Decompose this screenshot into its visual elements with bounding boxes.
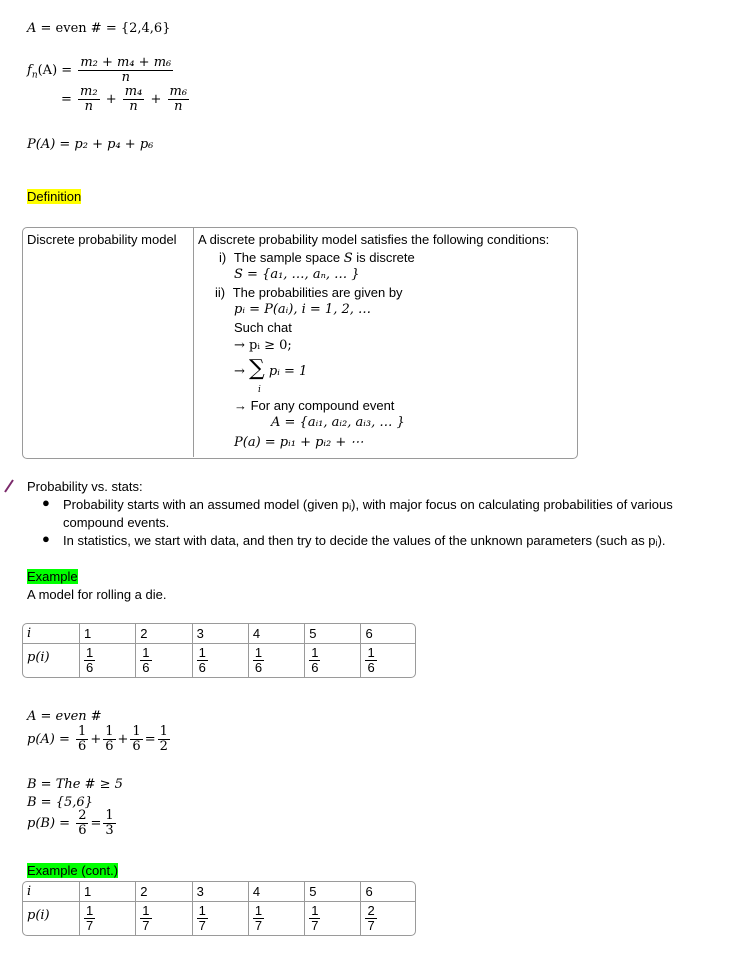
- cond-c3-math2: P(a) = pᵢ₁ + pᵢ₂ + ⋯: [234, 435, 364, 450]
- frac-den: 7: [367, 918, 375, 933]
- fn-t3-den: n: [174, 99, 183, 114]
- frac-num: 1: [86, 903, 94, 918]
- frac-den: 6: [142, 660, 150, 675]
- table-cell: [136, 644, 192, 677]
- fn-plus-1: +: [105, 92, 117, 107]
- fn-subscript: n: [31, 70, 38, 81]
- table-cell: [80, 644, 136, 677]
- table-row-i: [23, 882, 415, 902]
- table-cell: i: [23, 624, 80, 644]
- cond-i-label: i): [219, 250, 227, 265]
- frac-num: 1: [78, 724, 87, 739]
- b-l2: B = {5,6}: [27, 795, 93, 810]
- frac-num: 1: [311, 645, 319, 660]
- table-cell: [193, 902, 249, 935]
- frac-num: 1: [142, 645, 150, 660]
- table-cell: 3: [193, 624, 249, 644]
- frac-den: 6: [254, 660, 263, 675]
- even-lhs: p(A) =: [27, 732, 70, 747]
- frac-den: 7: [254, 918, 263, 933]
- definition-intro: A discrete probability model satisfies the following conditions:: [198, 232, 550, 247]
- frac-den: 7: [142, 918, 150, 933]
- eq-a-rhs: = even # = {2,4,6}: [40, 21, 171, 36]
- definition-label-text: Definition: [27, 189, 82, 204]
- table-cell: [249, 644, 305, 677]
- even-l2: [27, 725, 172, 754]
- fn-t2-num: m₄: [124, 84, 143, 99]
- eq-a-even: [27, 21, 170, 36]
- frac-num: 1: [254, 645, 263, 660]
- b-lhs: p(B) =: [27, 816, 71, 831]
- table-row-p: [23, 902, 415, 935]
- table-cell: [361, 644, 415, 677]
- bullet-1: ●: [42, 495, 50, 510]
- frac-den: 6: [132, 739, 141, 754]
- b-l1: B = The # ≥ 5: [27, 777, 123, 792]
- such-chat: Such chat: [234, 320, 292, 335]
- frac-den: 6: [367, 660, 375, 675]
- cond-c3: → For any compound event: [234, 398, 395, 413]
- table-cell: [136, 902, 192, 935]
- fn-fraction: [78, 56, 173, 85]
- sum-symbol: ∑: [249, 356, 265, 381]
- eq-a-lhs: A: [27, 21, 37, 36]
- fn-t1-num: m₂: [80, 84, 98, 99]
- fn-t1-den: n: [84, 99, 93, 114]
- frac-den: 2: [159, 739, 168, 754]
- cond-i-text2: is discrete: [356, 250, 415, 265]
- table-cell: 4: [249, 624, 305, 644]
- fn-t3-num: m₆: [169, 84, 188, 99]
- fn-plus-2: +: [150, 92, 162, 107]
- cond-c1: → pᵢ ≥ 0;: [234, 338, 292, 353]
- op-plus: +: [90, 732, 102, 747]
- table-cell: 5: [305, 882, 361, 902]
- definition-box-divider: [193, 228, 194, 457]
- table-cell: [193, 644, 249, 677]
- frac-den: 7: [198, 918, 206, 933]
- definition-term: Discrete probability model: [27, 232, 177, 247]
- table-cell: 1: [80, 882, 136, 902]
- sum-subscript: i: [258, 385, 261, 395]
- frac-num: 1: [105, 808, 114, 823]
- even-l1: A = even #: [27, 709, 102, 724]
- eq-fn-line2: [61, 85, 191, 114]
- fn-symbol: f: [27, 63, 32, 78]
- op-eq: =: [144, 732, 156, 747]
- frac-den: 7: [86, 918, 94, 933]
- cond-c2: [234, 356, 308, 381]
- fn-numerator: m₂ + m₄ + m₆: [80, 55, 172, 70]
- example-text: A model for rolling a die.: [27, 587, 167, 602]
- frac-num: 1: [198, 903, 206, 918]
- table-row-p: [23, 644, 415, 677]
- table-cell: [305, 902, 361, 935]
- cond-i: [219, 250, 415, 266]
- cond-i-var: S: [343, 251, 353, 266]
- table-cell: 2: [136, 882, 192, 902]
- example-label: [27, 569, 78, 584]
- frac-num: 2: [367, 903, 375, 918]
- cond-ii-math: pᵢ = P(aᵢ), i = 1, 2, …: [234, 302, 372, 317]
- c2-arrow: →: [234, 364, 245, 379]
- frac-den: 6: [311, 660, 319, 675]
- fn-eq: =: [61, 92, 72, 107]
- cond-ii-text: The probabilities are given by: [232, 285, 403, 300]
- frac-num: 1: [254, 903, 263, 918]
- table-cell: [80, 902, 136, 935]
- c2-rest: pᵢ = 1: [268, 364, 308, 379]
- cond-c3-math: A = {aᵢ₁, aᵢ₂, aᵢ₃, … }: [271, 415, 405, 430]
- eq-fn-line1: [27, 56, 175, 85]
- table-cell: 5: [305, 624, 361, 644]
- frac-num: 1: [198, 645, 206, 660]
- frac-num: 2: [78, 808, 87, 823]
- frac-num: 1: [367, 645, 375, 660]
- frac-num: 1: [311, 903, 319, 918]
- prob-stats-b2: In statistics, we start with data, and then try to decide the values of the unknown parameters (such as pᵢ).: [63, 533, 666, 548]
- cond-ii-label: ii): [215, 285, 226, 300]
- table-cell: [305, 644, 361, 677]
- table-cell: [249, 902, 305, 935]
- table-cell: 2: [136, 624, 192, 644]
- table-cell: i: [23, 882, 80, 902]
- frac-num: 1: [142, 903, 150, 918]
- frac-den: 6: [86, 660, 94, 675]
- table-cell: 6: [361, 882, 415, 902]
- cond-i-text: The sample space: [233, 250, 341, 265]
- die-model-table: [22, 623, 416, 678]
- table-cell: 1: [80, 624, 136, 644]
- frac-num: 1: [86, 645, 94, 660]
- table-row-i: [23, 624, 415, 644]
- op-eq: =: [90, 816, 102, 831]
- fn-denominator: n: [121, 70, 130, 85]
- table-cell: p(i): [23, 902, 80, 935]
- frac-den: 6: [198, 660, 206, 675]
- frac-den: 3: [105, 823, 114, 838]
- frac-num: 1: [132, 724, 141, 739]
- prob-stats-b1-cont: compound events.: [63, 515, 170, 530]
- prob-stats-heading: Probability vs. stats:: [27, 479, 143, 494]
- frac-num: 1: [105, 724, 114, 739]
- example-cont-label-text: Example (cont.): [27, 863, 119, 878]
- cond-ii: [215, 285, 403, 300]
- fn-arg: (A) =: [37, 63, 73, 78]
- table-cell: 4: [249, 882, 305, 902]
- table-cell: [361, 902, 415, 935]
- frac-num: 1: [159, 724, 168, 739]
- example-label-text: Example: [27, 569, 78, 584]
- die-model-table-2: [22, 881, 416, 936]
- frac-den: 6: [105, 739, 114, 754]
- fn-t2-den: n: [129, 99, 138, 114]
- pen-mark-icon: [3, 478, 15, 494]
- bullet-2: ●: [42, 531, 50, 546]
- cond-i-math: S = {a₁, …, aₙ, … }: [234, 267, 360, 282]
- eq-pa: P(A) = p₂ + p₄ + p₆: [27, 137, 154, 152]
- frac-den: 6: [78, 739, 87, 754]
- prob-stats-b1: Probability starts with an assumed model (given pᵢ), with major focus on calculating probabilities of various: [63, 497, 673, 512]
- table-cell: 6: [361, 624, 415, 644]
- definition-label: [27, 189, 81, 204]
- table-cell: p(i): [23, 644, 80, 677]
- b-l3: [27, 809, 118, 838]
- frac-den: 7: [311, 918, 319, 933]
- table-cell: 3: [193, 882, 249, 902]
- example-cont-label: [27, 863, 118, 878]
- op-plus: +: [117, 732, 129, 747]
- frac-den: 6: [78, 823, 87, 838]
